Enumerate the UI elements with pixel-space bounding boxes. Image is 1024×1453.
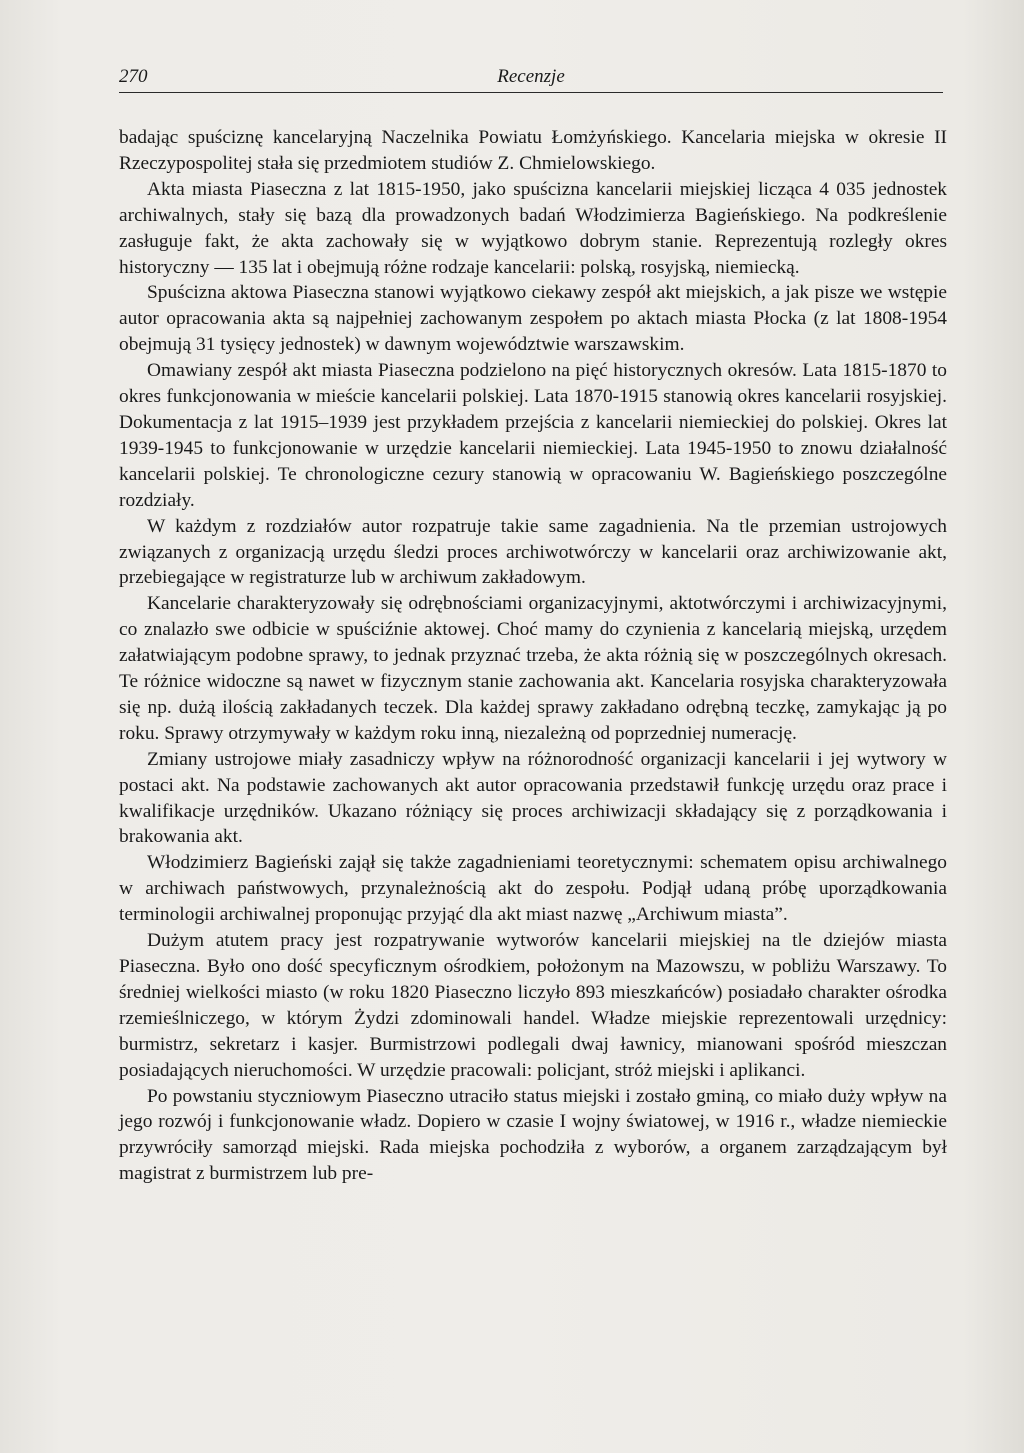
paragraph: badając spuściznę kancelaryjną Naczelnika Powiatu Łomżyńskiego. Kancelaria miejska w okresie II Rzeczypospolitej stała się przedmiotem studiów Z. Chmielowskiego.: [119, 127, 947, 174]
paragraph: Omawiany zespół akt miasta Piaseczna podzielono na pięć historycznych okresów. Lata 1815-1870 to okres funkcjonowania w mieście kancelarii polskiej. Lata 1870-1915 stanowią okres kancelarii rosyjskiej. Dokumentacja z lat 1915–1939 jest przykładem przejścia z kancelarii niemieckiej do polskiej. Okres lat 1939-1945 to funkcjonowanie w urzędzie kancelarii niemieckiej. Lata 1945-1950 to znowu działalność kancelarii polskiej. Te chronologiczne cezury stanowią w opracowaniu W. Bagieńskiego poszczególne rozdziały.: [119, 360, 947, 511]
paragraph: Włodzimierz Bagieński zajął się także zagadnieniami teoretycznymi: schematem opisu archiwalnego w archiwach państwowych, przynależnością akt do zespołu. Podjął udaną próbę uporządkowania terminologii archiwalnej proponując przyjąć dla akt miast nazwę „Archiwum miasta”.: [119, 852, 947, 926]
running-title: Recenzje: [497, 66, 565, 87]
paragraph: Po powstaniu styczniowym Piaseczno utraciło status miejski i zostało gminą, co miało duży wpływ na jego rozwój i funkcjonowanie władz. Dopiero w czasie I wojny światowej, w 1916 r., władze niemieckie przywróciły samorząd miejski. Rada miejska pochodziła z wyborów, a organem zarządzającym był magistrat z burmistrzem lub pre-: [119, 1085, 947, 1185]
page-header: [119, 62, 943, 93]
body-text: [119, 125, 947, 1187]
paragraph: Akta miasta Piaseczna z lat 1815-1950, jako spuścizna kancelarii miejskiej licząca 4 035 jednostek archiwalnych, stały się bazą dla prowadzonych badań Włodzimierza Bagieńskiego. Na podkreślenie zasługuje fakt, że akta zachowały się w wyjątkowo dobrym stanie. Reprezentują rozległy okres historyczny — 135 lat i obejmują różne rodzaje kancelarii: polską, rosyjską, niemiecką.: [119, 178, 947, 278]
paragraph: Dużym atutem pracy jest rozpatrywanie wytworów kancelarii miejskiej na tle dziejów miasta Piaseczna. Było ono dość specyficznym ośrodkiem, położonym na Mazowszu, w pobliżu Warszawy. To średniej wielkości miasto (w roku 1820 Piaseczno liczyło 893 mieszkańców) posiadało charakter ośrodka rzemieślniczego, w którym Żydzi zdominowali handel. Władze miejskie reprezentowali urzędnicy: burmistrz, sekretarz i kasjer. Burmistrzowi podlegali dwaj ławnicy, mianowani spośród mieszczan posiadających nieruchomości. W urzędzie pracowali: policjant, stróż miejski i aplikanci.: [119, 930, 947, 1081]
paragraph: W każdym z rozdziałów autor rozpatruje takie same zagadnienia. Na tle przemian ustrojowych związanych z organizacją urzędu śledzi proces archiwotwórczy w kancelarii oraz archiwizowanie akt, przebiegające w registraturze lub w archiwum zakładowym.: [119, 515, 947, 589]
paragraph: Spuścizna aktowa Piaseczna stanowi wyjątkowo ciekawy zespół akt miejskich, a jak pisze we wstępie autor opracowania akta są najpełniej zachowanym zespołem po aktach miasta Płocka (z lat 1808-1954 obejmują 31 tysięcy jednostek) w dawnym województwie warszawskim.: [119, 282, 947, 356]
page-number: 270: [119, 66, 148, 87]
paragraph: Kancelarie charakteryzowały się odrębnościami organizacyjnymi, aktotwórczymi i archiwizacyjnymi, co znalazło swe odbicie w spuściźnie aktowej. Choć mamy do czynienia z kancelarią miejską, urzędem załatwiającym podobne sprawy, to jednak przyznać trzeba, że akta różnią się w poszczególnych okresach. Te różnice widoczne są nawet w fizycznym stanie zachowania akt. Kancelaria rosyjska charakteryzowała się np. dużą ilością zakładanych teczek. Dla każdej sprawy zakładano odrębną teczkę, zamykając ją po roku. Sprawy otrzymywały w każdym roku inną, niezależną od poprzedniej numerację.: [119, 593, 947, 744]
paragraph: Zmiany ustrojowe miały zasadniczy wpływ na różnorodność organizacji kancelarii i jej wytwory w postaci akt. Na podstawie zachowanych akt autor opracowania przedstawił funkcję urzędu oraz prace i kwalifikacje urzędników. Ukazano różniący się proces archiwizacji składający się z porządkowania i brakowania akt.: [119, 748, 947, 848]
